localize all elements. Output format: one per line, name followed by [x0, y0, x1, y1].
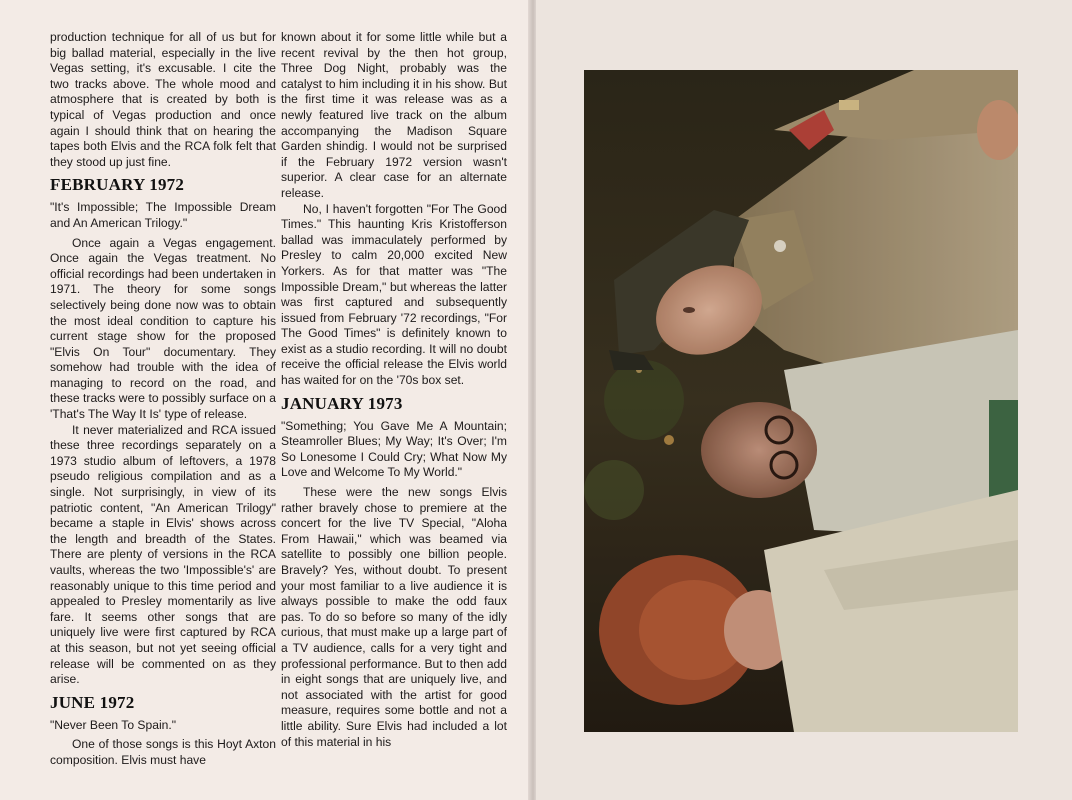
column-left-a: [50, 30, 276, 769]
paragraph: One of those songs is this Hoyt Axton composition. Elvis must have: [50, 737, 276, 767]
column-left-b: [281, 30, 507, 750]
song-list-february-1972: "It's Impossible; The Impossible Dream and An American Trilogy.": [50, 200, 276, 230]
paragraph: No, I haven't forgotten "For The Good Times." This haunting Kris Kristofferson ballad was immaculately performed by Presley to calm 20,000 excited New Yorkers. As for that matter was "The Impossible Dream," but whereas the latter was first captured and subsequently issued from February '72 recordings, "For The Good Times" is definitely known to exist as a studio recording. It will no doubt receive the official release the Elvis world has waited for on the '70s box set.: [281, 201, 507, 388]
song-list-june-1972: "Never Been To Spain.": [50, 717, 177, 732]
section-heading-june-1972: JUNE 1972: [50, 692, 135, 712]
paragraph: production technique for all of us but for big ballad material, especially in the live Vegas setting, it's excusable. I cite the two tracks above. The whole mood and atmosphere that is created by both is typical of Vegas production and once again I should think that on hearing the tapes both Elvis and the RCA folk felt that they stood up just fine.: [50, 30, 276, 169]
photo-elvis-in-army-uniform: [584, 70, 1018, 732]
paragraph: These were the new songs Elvis rather bravely chose to premiere at the concert for the live TV Special, "Aloha From Hawaii," which was beamed via satellite to possibly one billion people. Bravely? Yes, without doubt. To present your most familiar to a live audience it is always possible to make the odd faux pas. To do so before so many of the idly curious, that must make up a large part of a TV audience, calls for a very tight and professional performance. But to then add in eight songs that are uniquely live, and not associated with the artist for good measure, requires some bottle and not a little ability. Sure Elvis had included a lot of this material in his: [281, 485, 507, 749]
song-list-january-1973: "Something; You Gave Me A Mountain; Steamroller Blues; My Way; It's Over; I'm So Lonesome I Could Cry; What Now My Love and Welcome To My World.": [281, 418, 507, 480]
paragraph: It never materialized and RCA issued these three recordings separately on a 1973 studio album of leftovers, a 1978 pseudo religious compilation and as a single. Not surprisingly, in view of its patriotic content, "An American Trilogy" became a staple in Elvis' shows across the length and breadth of the States. There are plenty of versions in the RCA vaults, whereas the two 'Impossible's' are reasonably unique to this time period and appealed to Presley momentarily as live fare. It seems other songs that are uniquely live were first captured by RCA at this season, but not yet seeing official release will be commented on as they arise.: [50, 422, 276, 687]
paragraph: Once again a Vegas engagement. Once again the Vegas treatment. No official recordings had been undertaken in 1971. The theory for some songs selectively being done now was to obtain the most ideal condition to capture his current stage show for the proposed "Elvis On Tour" documentary. They somehow had trouble with the idea of managing to record on the road, and these tracks were to possibly surface on a 'That's The Way It Is' type of release.: [50, 235, 276, 422]
section-heading-january-1973: JANUARY 1973: [281, 393, 403, 413]
paragraph: known about it for some little while but a recent revival by the then hot group, Three Dog Night, probably was the catalyst to him including it in his show. But the first time it was release was as a newly featured live track on the album accompanying the Madison Square Garden shindig. I would not be surprised if the February 1972 version wasn't superior. A clear case for an alternate release.: [281, 30, 507, 200]
left-page: [0, 0, 530, 800]
section-heading-february-1972: FEBRUARY 1972: [50, 175, 185, 195]
